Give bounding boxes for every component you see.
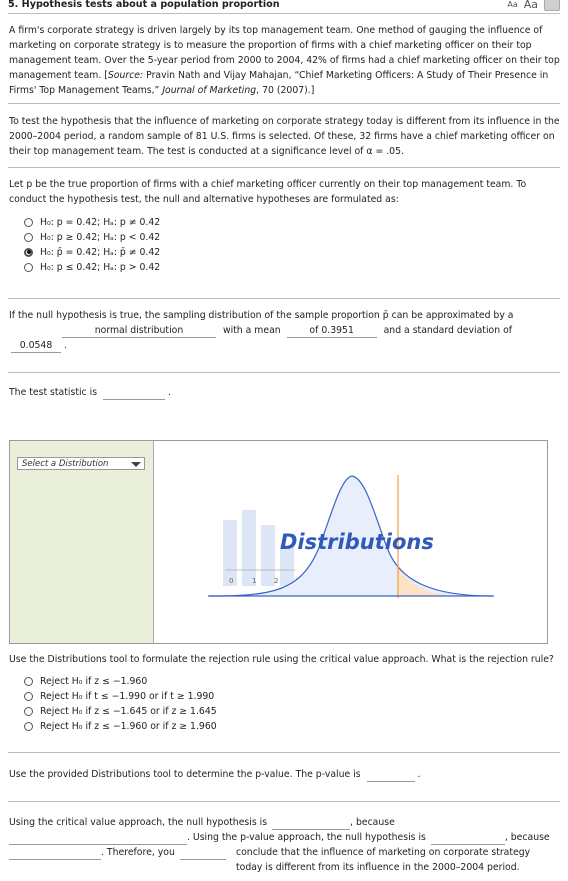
source-label: Source: — [107, 70, 144, 81]
distributions-sidebar — [10, 441, 154, 643]
pvalue-field[interactable] — [367, 781, 415, 782]
source-end: , 70 (2007).] — [256, 85, 315, 96]
rejection-option[interactable] — [24, 704, 217, 718]
radio-button[interactable] — [24, 722, 33, 731]
rejection-option[interactable] — [24, 689, 214, 703]
hypothesis-label: H₀: p ≤ 0.42; Hₐ: p > 0.42 — [40, 261, 161, 273]
pvalue-reason-field[interactable] — [9, 859, 101, 860]
rejection-label: Reject H₀ if z ≤ −1.645 or if z ≥ 1.645 — [40, 705, 217, 717]
hypothesis-option[interactable] — [24, 230, 160, 244]
pvalue-line: Use the provided Distributions tool to determine the p-value. The p-value is . — [9, 769, 421, 780]
radio-button[interactable] — [24, 677, 33, 686]
sd-answer-field[interactable]: 0.0548 — [11, 340, 61, 353]
sd-line: 0.0548 . — [11, 338, 111, 353]
rejection-label: Reject H₀ if t ≤ −1.990 or if t ≥ 1.990 — [40, 690, 215, 702]
intro-text: A firm's corporate strategy is driven largely by its top management team. One method of gauging the influence of marketing on corporate strategy is to measure the proportion of firms with a chief marketing officer on their top management team. Over the 5-year period from 2000 to 2004, 42% of firms had a chief marketing officer on their top management team. [ — [9, 25, 560, 81]
divider — [8, 752, 560, 753]
radio-button[interactable] — [24, 263, 33, 272]
tick-label: 0 — [229, 577, 234, 585]
logo-bar — [261, 525, 275, 586]
font-decrease-button[interactable]: Aa — [507, 0, 518, 9]
conclusion-text: , because — [504, 832, 550, 843]
rejection-option[interactable] — [24, 719, 217, 733]
divider — [8, 13, 560, 14]
intro-paragraph — [9, 23, 561, 98]
divider — [8, 167, 560, 168]
radio-button[interactable] — [24, 707, 33, 716]
test-statistic-field[interactable] — [103, 399, 165, 400]
test-description: To test the hypothesis that the influence of marketing on corporate strategy today is different from its influence in the 2000–2004 period, a random sample of 81 U.S. firms is selected. Of these, 32 firms have a chief marketing officer on their top management team. The test is conducted at a significance level of α = .05. — [9, 116, 560, 157]
sampling-line-2 — [62, 323, 542, 338]
conclusion-text: , because — [350, 817, 395, 828]
sd-label: and a standard deviation of — [383, 325, 513, 336]
distributions-watermark: Distributions — [280, 530, 434, 554]
sampling-line-1: If the null hypothesis is true, the sampling distribution of the sample proportion p̄ can be approximated by a — [9, 310, 514, 321]
conclusion-text: . Therefore, you — [101, 847, 175, 858]
mean-label: with a mean — [222, 325, 281, 336]
conclusion-text: . Using the p-value approach, the null hypothesis is — [187, 832, 426, 843]
tick-label: 1 — [252, 577, 257, 585]
hypothesis-label: H₀: p = 0.42; Hₐ: p ≠ 0.42 — [40, 216, 161, 228]
divider — [8, 801, 560, 802]
logo-bar — [242, 510, 256, 586]
conclusion-line-1 — [9, 815, 561, 830]
journal-name: Journal of Marketing — [162, 85, 257, 96]
question-title: 5. Hypothesis tests about a population proportion — [8, 0, 280, 10]
distribution-answer-field[interactable]: normal distribution — [62, 325, 216, 338]
header-tools — [507, 0, 560, 11]
radio-button[interactable] — [24, 692, 33, 701]
source-text: Pravin Nath and Vijay Mahajan, “Chief Marketing Officers: A Study of Their Presence in Firms' Top Management Teams,” — [9, 70, 549, 96]
test-statistic-label: The test statistic is — [9, 387, 98, 398]
distribution-select[interactable] — [17, 457, 145, 470]
print-icon[interactable] — [544, 0, 560, 11]
rejection-option[interactable] — [24, 674, 147, 688]
conclusion-text: Using the critical value approach, the null hypothesis is — [9, 817, 268, 828]
hypothesis-option-selected[interactable] — [24, 245, 160, 259]
hypothesis-option[interactable] — [24, 260, 160, 274]
conclusion-line-3b: conclude that the influence of marketing on corporate strategy today is different from its influence in the 2000–2004 period. — [236, 847, 531, 873]
divider — [8, 103, 560, 104]
question-header — [8, 0, 560, 12]
distributions-logo — [200, 470, 500, 605]
hypothesis-option[interactable] — [24, 215, 160, 229]
chevron-down-icon — [131, 462, 141, 467]
divider — [8, 372, 560, 373]
hypothesis-intro: Let p be the true proportion of firms with a chief marketing officer currently on their top management team. To conduct the hypothesis test, the null and alternative hypotheses are formulated as: — [9, 179, 527, 205]
select-placeholder: Select a Distribution — [22, 459, 109, 469]
mean-answer-field[interactable]: of 0.3951 — [287, 325, 377, 338]
logo-tail-fill — [398, 566, 460, 596]
tick-label: 2 — [274, 577, 279, 585]
rejection-question: Use the Distributions tool to formulate the rejection rule using the critical value approach. What is the rejection rule? — [9, 654, 554, 665]
radio-button[interactable] — [24, 218, 33, 227]
conclusion-line-2 — [9, 830, 561, 845]
hypothesis-label: H₀: p ≥ 0.42; Hₐ: p < 0.42 — [40, 231, 161, 243]
radio-button-selected[interactable] — [24, 248, 33, 257]
hypothesis-label: H₀: p̄ = 0.42; Hₐ: p̄ ≠ 0.42 — [40, 246, 161, 258]
pvalue-label: Use the provided Distributions tool to determine the p-value. The p-value is — [9, 769, 361, 780]
conclusion-field[interactable] — [180, 859, 226, 860]
font-increase-button[interactable]: Aa — [523, 0, 538, 11]
divider — [8, 298, 560, 299]
radio-button[interactable] — [24, 233, 33, 242]
test-statistic-line: The test statistic is . — [9, 387, 171, 398]
rejection-label: Reject H₀ if z ≤ −1.960 — [40, 675, 148, 687]
rejection-label: Reject H₀ if z ≤ −1.960 or if z ≥ 1.960 — [40, 720, 217, 732]
